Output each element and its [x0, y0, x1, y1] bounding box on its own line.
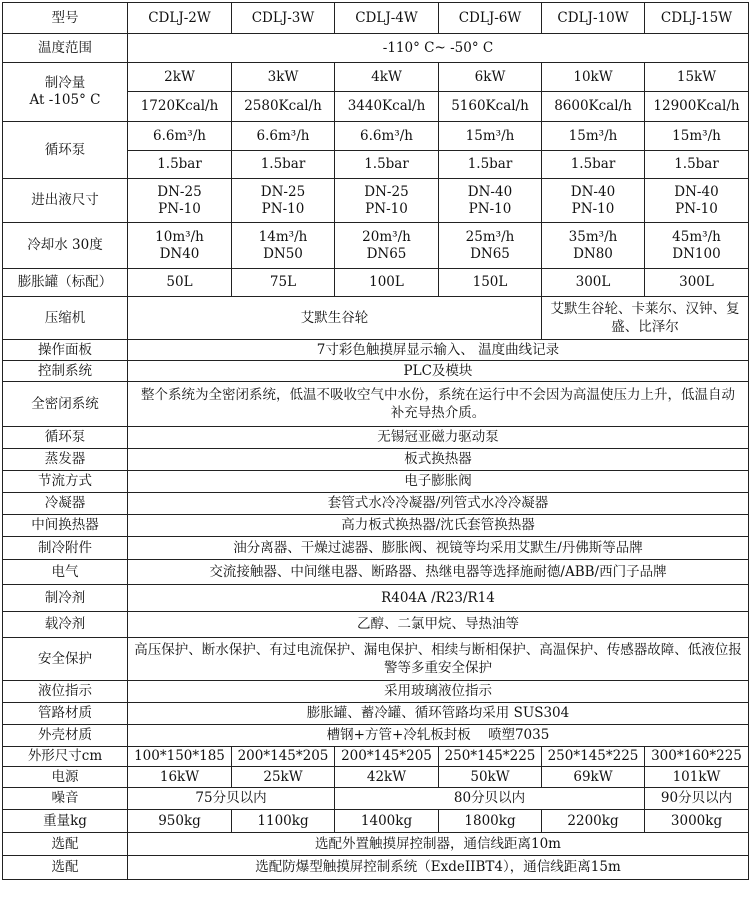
compressor-row — [3, 297, 749, 340]
cooling-kcal: 5160Kcal/h — [439, 92, 542, 122]
cooling-kcal: 1720Kcal/h — [128, 92, 232, 122]
row-label-compressor: 压缩机 — [3, 297, 128, 340]
spec-label: 液位指示 — [3, 681, 128, 703]
pump-flow: 6.6m³/h — [335, 122, 439, 151]
dimension-value: 100*150*185 — [128, 747, 232, 767]
spec-value: 油分离器、干燥过滤器、膨胀阀、视镜等均采用艾默生/丹佛斯等品牌 — [128, 537, 749, 560]
dimension-value: 250*145*225 — [542, 747, 645, 767]
spec-label: 安全保护 — [3, 638, 128, 681]
power-value: 16kW — [128, 767, 232, 788]
dimension-value: 250*145*225 — [439, 747, 542, 767]
row-label-temperature: 温度范围 — [3, 34, 128, 63]
expansion-tank-value: 300L — [645, 269, 749, 297]
spec-table — [2, 2, 749, 880]
option-label: 选配 — [3, 833, 128, 856]
spec-label: 制冷附件 — [3, 537, 128, 560]
spec-label: 管路材质 — [3, 703, 128, 725]
cooling-water-flow: 14m³/h — [258, 228, 308, 245]
temperature-row — [3, 34, 749, 63]
temperature-range-value: -110° C~ -50° C — [128, 34, 749, 63]
row-label-circulation-pump: 循环泵 — [3, 122, 128, 179]
cooling-water-dn: DN40 — [159, 245, 200, 262]
noise-group-1: 75分贝以内 — [128, 788, 335, 810]
model-name: CDLJ-4W — [335, 3, 439, 34]
spec-label: 控制系统 — [3, 361, 128, 382]
inlet-outlet-cell — [645, 179, 749, 223]
power-value: 69kW — [542, 767, 645, 788]
cooling-kw: 4kW — [335, 63, 439, 92]
model-name: CDLJ-2W — [128, 3, 232, 34]
inlet-pn: PN-10 — [158, 200, 201, 217]
weight-value: 950kg — [128, 810, 232, 833]
pump-flow: 6.6m³/h — [128, 122, 232, 151]
pump-pressure: 1.5bar — [542, 151, 645, 179]
cooling-water-row — [3, 223, 749, 269]
cooling-water-cell — [439, 223, 542, 269]
spec-label: 冷凝器 — [3, 493, 128, 515]
spec-value: PLC及模块 — [128, 361, 749, 382]
option-value: 选配外置触摸屏控制器，通信线距离10m — [128, 833, 749, 856]
option-row — [3, 833, 749, 856]
cooling-water-flow: 45m³/h — [672, 228, 721, 245]
spec-label: 循环泵 — [3, 427, 128, 449]
cooling-water-flow: 35m³/h — [568, 228, 618, 245]
power-value: 25kW — [232, 767, 335, 788]
cooling-water-cell — [128, 223, 232, 269]
inlet-pn: PN-10 — [365, 200, 408, 217]
spec-row — [3, 493, 749, 515]
spec-value: 膨胀罐、蓄冷罐、循环管路均采用 SUS304 — [128, 703, 749, 725]
spec-label: 制冷剂 — [3, 585, 128, 612]
spec-value: 整个系统为全密闭系统，低温不吸收空气中水份，系统在运行中不会因为高温使压力上升，低温自动补充导热介质。 — [128, 382, 749, 427]
cooling-water-dn: DN100 — [672, 245, 721, 262]
cooling-kcal: 2580Kcal/h — [232, 92, 335, 122]
model-name: CDLJ-10W — [542, 3, 645, 34]
inlet-outlet-cell — [232, 179, 335, 223]
pump-pressure: 1.5bar — [439, 151, 542, 179]
cooling-kw: 6kW — [439, 63, 542, 92]
spec-label: 载冷剂 — [3, 612, 128, 638]
row-label-cooling-capacity — [3, 63, 128, 122]
inlet-dn: DN-25 — [157, 183, 202, 200]
spec-label: 电气 — [3, 560, 128, 585]
spec-value: 交流接触器、中间继电器、断路器、热继电器等选择施耐德/ABB/西门子品牌 — [128, 560, 749, 585]
spec-label: 节流方式 — [3, 471, 128, 493]
power-value: 50kW — [439, 767, 542, 788]
pump-flow-row — [3, 122, 749, 151]
model-row — [3, 3, 749, 34]
cooling-water-flow: 25m³/h — [465, 228, 515, 245]
weight-value: 1800kg — [439, 810, 542, 833]
spec-value: 套管式水冷冷凝器/列管式水冷冷凝器 — [128, 493, 749, 515]
inlet-outlet-cell — [128, 179, 232, 223]
spec-label: 中间换热器 — [3, 515, 128, 537]
spec-row — [3, 703, 749, 725]
weight-value: 3000kg — [645, 810, 749, 833]
power-row — [3, 767, 749, 788]
compressor-large-models: 艾默生谷轮、卡莱尔、汉钟、复盛、比泽尔 — [542, 297, 749, 340]
row-label-cooling-water: 冷却水 30度 — [3, 223, 128, 269]
spec-value: 电子膨胀阀 — [128, 471, 749, 493]
row-label-inlet-outlet: 进出液尺寸 — [3, 179, 128, 223]
compressor-small-models: 艾默生谷轮 — [128, 297, 542, 340]
cooling-capacity-label-line2: At -105° C — [29, 92, 101, 108]
row-label-dimensions: 外形尺寸cm — [3, 747, 128, 767]
spec-row — [3, 382, 749, 427]
pump-flow: 15m³/h — [542, 122, 645, 151]
inlet-pn: PN-10 — [261, 200, 305, 217]
row-label-weight: 重量kg — [3, 810, 128, 833]
cooling-kw: 2kW — [128, 63, 232, 92]
dimensions-row — [3, 747, 749, 767]
cooling-water-cell — [335, 223, 439, 269]
cooling-capacity-label-line1: 制冷量 — [44, 75, 86, 91]
expansion-tank-value: 300L — [542, 269, 645, 297]
dimension-value: 200*145*205 — [335, 747, 439, 767]
row-label-noise: 噪音 — [3, 788, 128, 810]
row-label-expansion-tank: 膨胀罐（标配） — [3, 269, 128, 297]
spec-row — [3, 361, 749, 382]
cooling-water-cell — [645, 223, 749, 269]
row-label-power: 电源 — [3, 767, 128, 788]
expansion-tank-value: 50L — [128, 269, 232, 297]
spec-value: 乙醇、二氯甲烷、导热油等 — [128, 612, 749, 638]
cooling-water-cell — [232, 223, 335, 269]
spec-row — [3, 612, 749, 638]
model-name: CDLJ-6W — [439, 3, 542, 34]
spec-value: 高力板式换热器/沈氏套管换热器 — [128, 515, 749, 537]
spec-value: 板式换热器 — [128, 449, 749, 471]
spec-row — [3, 560, 749, 585]
pump-flow: 15m³/h — [645, 122, 749, 151]
spec-row — [3, 681, 749, 703]
spec-row — [3, 537, 749, 560]
inlet-outlet-cell — [439, 179, 542, 223]
spec-row — [3, 638, 749, 681]
dimension-value: 300*160*225 — [645, 747, 749, 767]
spec-label: 外壳材质 — [3, 725, 128, 747]
noise-group-3: 90分贝以内 — [645, 788, 749, 810]
expansion-tank-row — [3, 269, 749, 297]
option-value: 选配防爆型触摸屏控制系统（ExdeIIBT4），通信线距离15m — [128, 856, 749, 880]
inlet-pn: PN-10 — [675, 200, 718, 217]
spec-label: 操作面板 — [3, 340, 128, 361]
cooling-kcal: 3440Kcal/h — [335, 92, 439, 122]
inlet-dn: DN-40 — [674, 183, 719, 200]
spec-row — [3, 725, 749, 747]
cooling-kw: 3kW — [232, 63, 335, 92]
weight-value: 1400kg — [335, 810, 439, 833]
noise-row — [3, 788, 749, 810]
spec-row — [3, 515, 749, 537]
inlet-dn: DN-40 — [467, 183, 513, 200]
row-label-model: 型号 — [3, 3, 128, 34]
pump-pressure: 1.5bar — [128, 151, 232, 179]
cooling-kcal: 12900Kcal/h — [645, 92, 749, 122]
spec-label: 全密闭系统 — [3, 382, 128, 427]
cooling-kcal: 8600Kcal/h — [542, 92, 645, 122]
cooling-capacity-row — [3, 63, 749, 92]
cooling-water-flow: 20m³/h — [362, 228, 411, 245]
spec-label: 蒸发器 — [3, 449, 128, 471]
model-name: CDLJ-3W — [232, 3, 335, 34]
cooling-water-dn: DN65 — [470, 245, 510, 262]
expansion-tank-value: 75L — [232, 269, 335, 297]
spec-row — [3, 585, 749, 612]
weight-value: 1100kg — [232, 810, 335, 833]
pump-pressure: 1.5bar — [232, 151, 335, 179]
spec-row — [3, 427, 749, 449]
cooling-water-flow: 10m³/h — [155, 228, 204, 245]
inlet-outlet-cell — [542, 179, 645, 223]
spec-row — [3, 340, 749, 361]
expansion-tank-value: 150L — [439, 269, 542, 297]
pump-flow: 6.6m³/h — [232, 122, 335, 151]
cooling-kw: 15kW — [645, 63, 749, 92]
inlet-dn: DN-40 — [570, 183, 616, 200]
pump-pressure: 1.5bar — [645, 151, 749, 179]
option-row — [3, 856, 749, 880]
spec-value: 槽钢+方管+冷轧板封板 喷塑7035 — [128, 725, 749, 747]
spec-value: R404A /R23/R14 — [128, 585, 749, 612]
power-value: 42kW — [335, 767, 439, 788]
expansion-tank-value: 100L — [335, 269, 439, 297]
inlet-pn: PN-10 — [571, 200, 615, 217]
model-name: CDLJ-15W — [645, 3, 749, 34]
pump-pressure: 1.5bar — [335, 151, 439, 179]
inlet-outlet-row — [3, 179, 749, 223]
cooling-water-dn: DN50 — [263, 245, 303, 262]
option-label: 选配 — [3, 856, 128, 880]
cooling-water-cell — [542, 223, 645, 269]
cooling-kw: 10kW — [542, 63, 645, 92]
power-value: 101kW — [645, 767, 749, 788]
weight-value: 2200kg — [542, 810, 645, 833]
spec-value: 7寸彩色触摸屏显示输入、 温度曲线记录 — [128, 340, 749, 361]
spec-row — [3, 449, 749, 471]
spec-value: 高压保护、断水保护、有过电流保护、漏电保护、相续与断相保护、高温保护、传感器故障、低液位报警等多重安全保护 — [128, 638, 749, 681]
weight-row — [3, 810, 749, 833]
spec-value: 无锡冠亚磁力驱动泵 — [128, 427, 749, 449]
noise-group-2: 80分贝以内 — [335, 788, 645, 810]
spec-row — [3, 471, 749, 493]
inlet-dn: DN-25 — [364, 183, 409, 200]
inlet-pn: PN-10 — [468, 200, 512, 217]
inlet-dn: DN-25 — [260, 183, 306, 200]
cooling-water-dn: DN80 — [573, 245, 613, 262]
inlet-outlet-cell — [335, 179, 439, 223]
dimension-value: 200*145*205 — [232, 747, 335, 767]
spec-value: 采用玻璃液位指示 — [128, 681, 749, 703]
cooling-water-dn: DN65 — [366, 245, 407, 262]
pump-flow: 15m³/h — [439, 122, 542, 151]
